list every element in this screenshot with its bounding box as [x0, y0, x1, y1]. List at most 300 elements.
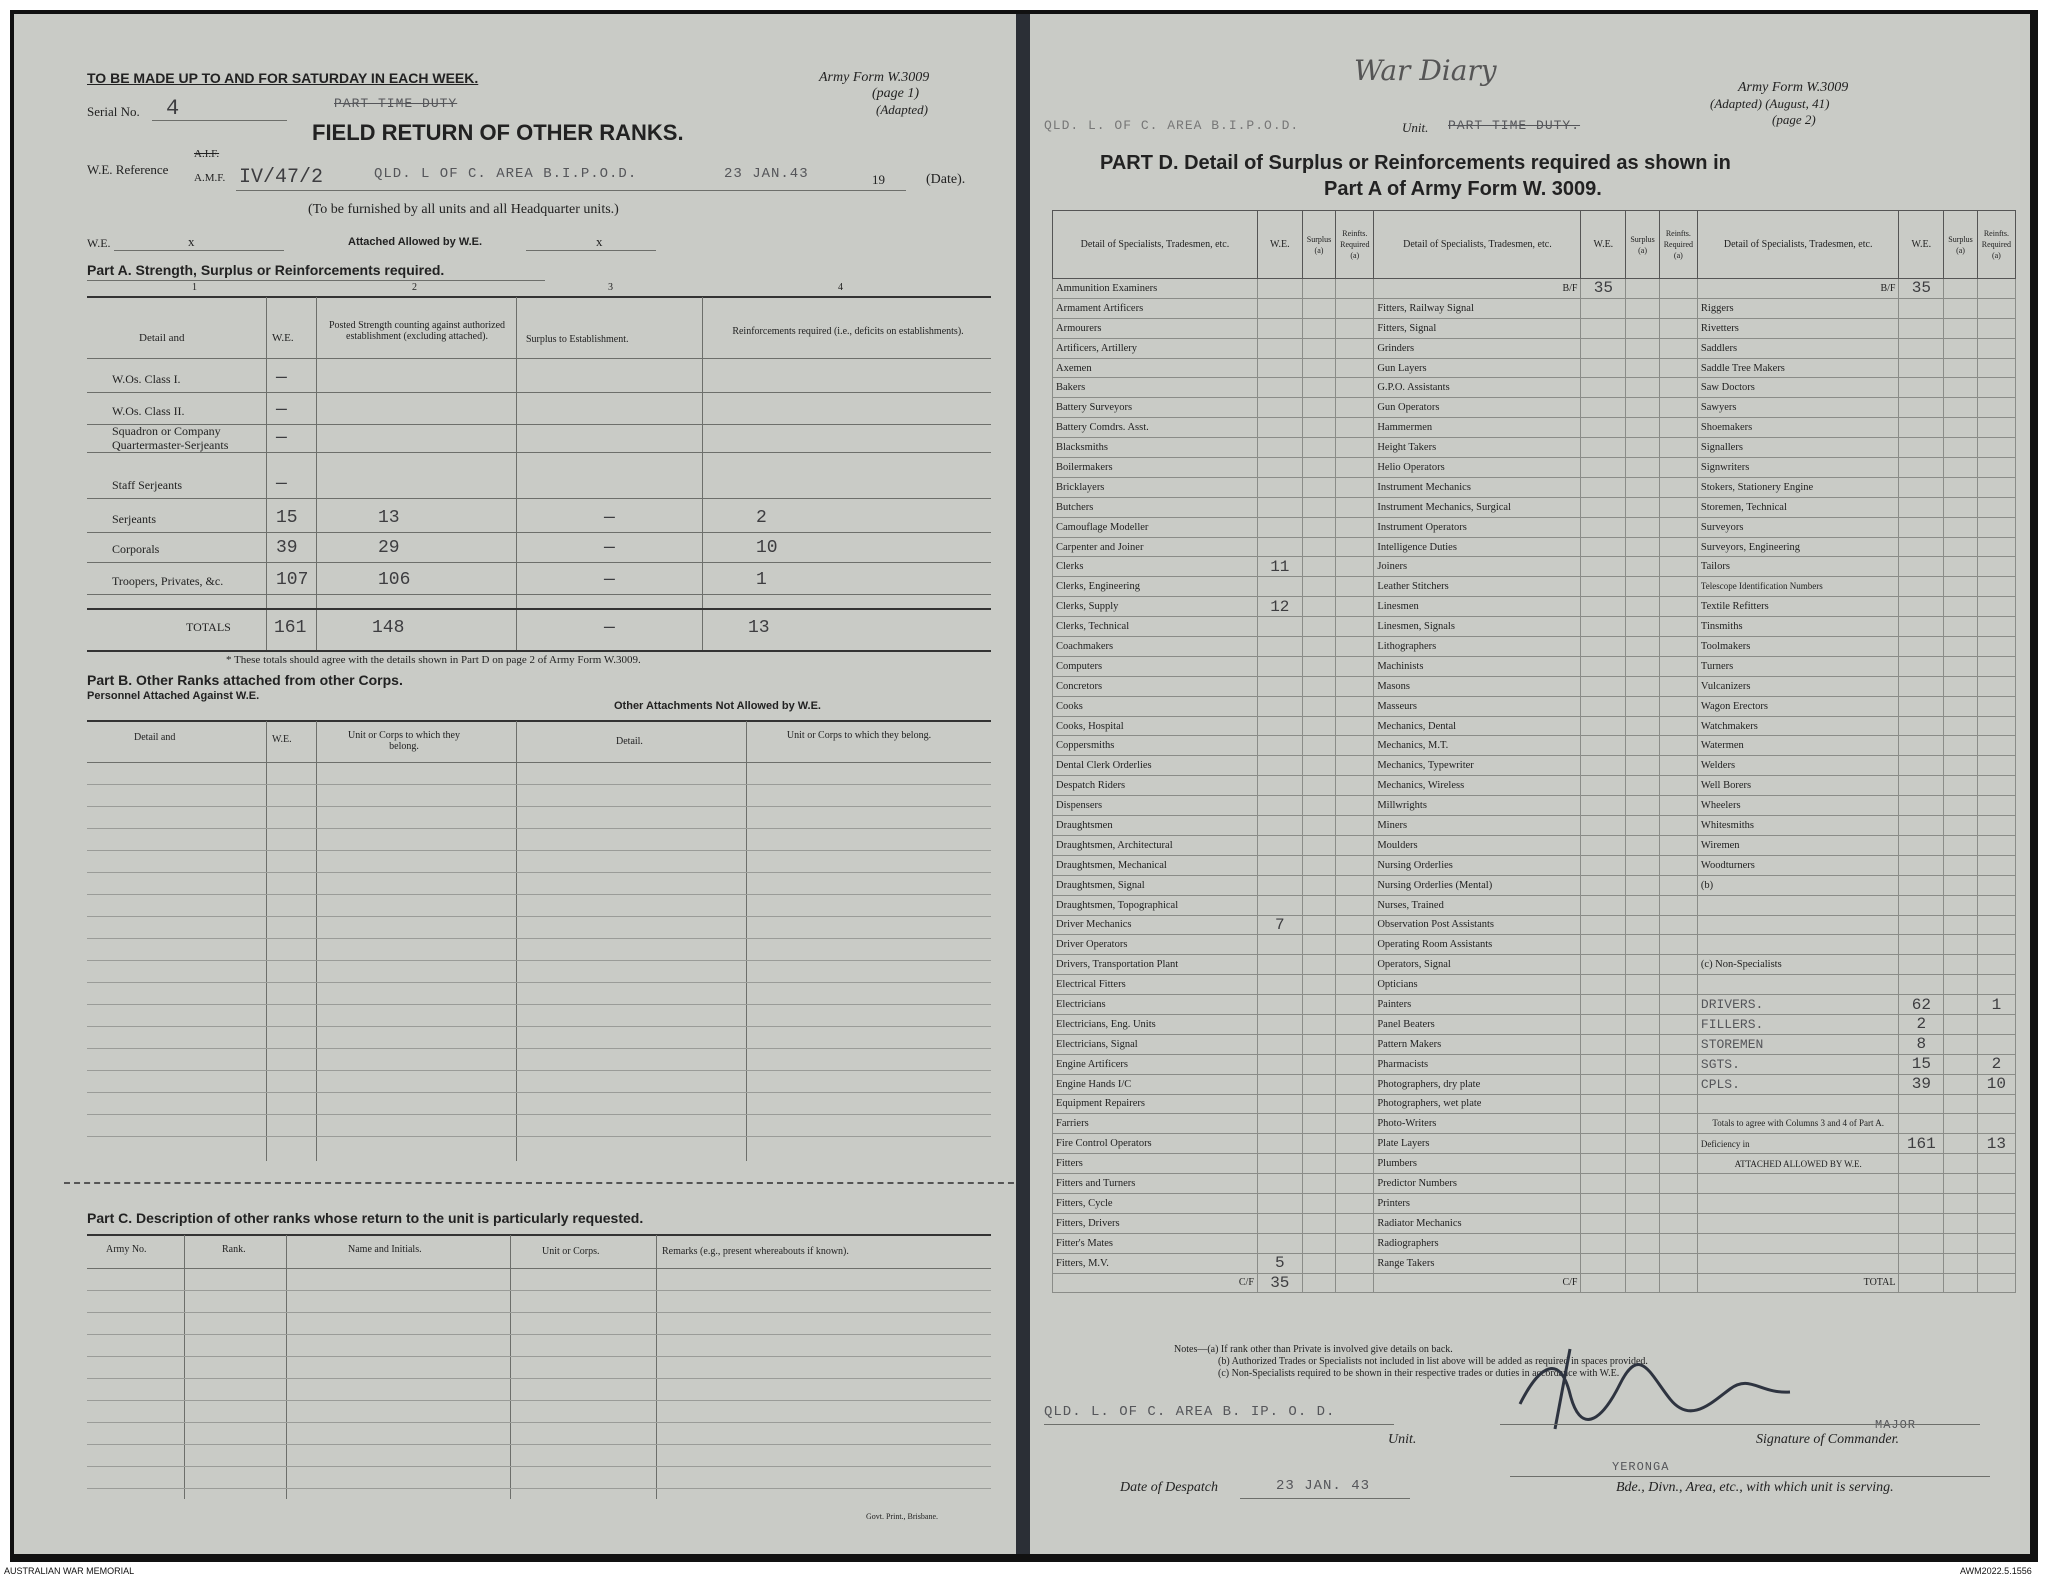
trade-we — [1581, 1253, 1626, 1273]
part-b-row-rule — [87, 828, 991, 829]
part-b-col-sep — [516, 721, 517, 1161]
trade-surplus — [1302, 338, 1336, 358]
carried-forward-label: C/F — [1053, 1273, 1258, 1293]
trade-surplus — [1944, 875, 1978, 895]
trade-label: Blacksmiths — [1053, 438, 1258, 458]
trade-label: Masons — [1374, 676, 1581, 696]
part-d-row — [1053, 418, 2016, 438]
trade-reinforcements — [1659, 517, 1697, 537]
trade-reinforcements — [1336, 656, 1374, 676]
part-d-row — [1053, 557, 2016, 577]
part-d-row — [1053, 835, 2016, 855]
trade-label: Battery Surveyors — [1053, 398, 1258, 418]
trade-label: Watermen — [1697, 736, 1899, 756]
trade-surplus — [1302, 617, 1336, 637]
trade-we — [1899, 557, 1944, 577]
trade-reinforcements — [1659, 796, 1697, 816]
trade-label — [1697, 895, 1899, 915]
trade-we — [1257, 1034, 1302, 1054]
trade-surplus — [1626, 1134, 1660, 1154]
trade-label: Clerks, Supply — [1053, 597, 1258, 617]
trade-we — [1899, 497, 1944, 517]
trade-surplus — [1944, 338, 1978, 358]
trade-label: Butchers — [1053, 497, 1258, 517]
trade-surplus — [1302, 418, 1336, 438]
totals-reinforcements: 13 — [1977, 1134, 2015, 1154]
trade-surplus — [1944, 298, 1978, 318]
header-we-col3: W.E. — [1899, 211, 1944, 279]
trade-label: Instrument Mechanics — [1374, 477, 1581, 497]
trade-surplus — [1626, 438, 1660, 458]
trade-reinforcements — [1659, 497, 1697, 517]
trade-label: Machinists — [1374, 656, 1581, 676]
trade-we: 7 — [1257, 915, 1302, 935]
trade-surplus — [1302, 298, 1336, 318]
trade-surplus — [1626, 517, 1660, 537]
trade-we — [1581, 756, 1626, 776]
trade-surplus — [1626, 895, 1660, 915]
trade-reinforcements — [1977, 477, 2015, 497]
trade-reinforcements — [1659, 1193, 1697, 1213]
trade-surplus — [1944, 1253, 1978, 1273]
trade-label: Camouflage Modeller — [1053, 517, 1258, 537]
part-a-bottom-rule — [87, 650, 991, 652]
trade-we — [1581, 656, 1626, 676]
trade-reinforcements — [1659, 358, 1697, 378]
part-d-row — [1053, 298, 2016, 318]
formation-label: Bde., Divn., Area, etc., with which unit is serving. — [1616, 1480, 1894, 1495]
rank-label: Serjeants — [112, 512, 156, 526]
trade-surplus — [1944, 776, 1978, 796]
rank-we: 39 — [276, 538, 298, 558]
trade-surplus — [1302, 676, 1336, 696]
trade-reinforcements — [1659, 1094, 1697, 1114]
trade-label: Nursing Orderlies (Mental) — [1374, 875, 1581, 895]
part-d-row — [1053, 637, 2016, 657]
part-d-row — [1053, 716, 2016, 736]
trade-surplus — [1302, 1134, 1336, 1154]
trade-reinforcements — [1336, 776, 1374, 796]
trade-surplus — [1302, 1014, 1336, 1034]
serial-line — [152, 120, 287, 121]
trade-we — [1899, 1154, 1944, 1174]
trade-label: Instrument Mechanics, Surgical — [1374, 497, 1581, 517]
trade-label: Range Takers — [1374, 1253, 1581, 1273]
part-d-row — [1053, 1134, 2016, 1154]
part-c-row-rule — [87, 1422, 991, 1423]
rank-posted: 29 — [378, 538, 400, 558]
trade-we — [1257, 696, 1302, 716]
trade-reinforcements — [1336, 1213, 1374, 1233]
trade-reinforcements — [1977, 637, 2015, 657]
trade-label: Draughtsmen, Topographical — [1053, 895, 1258, 915]
trade-we — [1581, 835, 1626, 855]
trade-reinforcements — [1336, 477, 1374, 497]
row-rule — [87, 562, 991, 563]
trade-surplus — [1302, 398, 1336, 418]
carried-forward-value: 35 — [1257, 1273, 1302, 1293]
part-d-row — [1053, 895, 2016, 915]
trade-reinforcements — [1336, 796, 1374, 816]
rank-reinforcements: 1 — [756, 570, 767, 590]
trade-reinforcements — [1336, 676, 1374, 696]
trade-surplus — [1626, 676, 1660, 696]
trade-surplus — [1626, 1193, 1660, 1213]
bottom-unit-stamp: QLD. L. OF C. AREA B. IP. O. D. — [1044, 1404, 1336, 1420]
trade-we — [1257, 935, 1302, 955]
rank-reinforcements: 10 — [756, 538, 778, 558]
trade-we — [1581, 398, 1626, 418]
trade-reinforcements — [1659, 1154, 1697, 1174]
trade-reinforcements — [1659, 1074, 1697, 1094]
trade-reinforcements — [1659, 1233, 1697, 1253]
part-d-row — [1053, 1094, 2016, 1114]
rank-label: W.Os. Class II. — [112, 404, 185, 418]
trade-we — [1257, 617, 1302, 637]
trade-surplus — [1944, 835, 1978, 855]
trade-reinforcements — [1336, 517, 1374, 537]
trade-surplus — [1302, 995, 1336, 1015]
trade-label: Signallers — [1697, 438, 1899, 458]
trade-surplus — [1944, 796, 1978, 816]
trade-label: Millwrights — [1374, 796, 1581, 816]
part-b-row-rule — [87, 1136, 991, 1137]
trade-surplus — [1626, 557, 1660, 577]
trade-surplus — [1626, 955, 1660, 975]
rank-reinforcements: 2 — [756, 508, 767, 528]
deficiency-label: Deficiency in — [1697, 1134, 1899, 1154]
trade-reinforcements — [1336, 1174, 1374, 1194]
part-b-row-rule — [87, 1048, 991, 1049]
part-d-row — [1053, 776, 2016, 796]
trade-we — [1899, 835, 1944, 855]
trade-reinforcements — [1336, 955, 1374, 975]
page2-unit-label: Unit. — [1402, 120, 1429, 135]
trade-label: Pattern Makers — [1374, 1034, 1581, 1054]
trade-surplus — [1944, 1233, 1978, 1253]
weekly-instruction: TO BE MADE UP TO AND FOR SATURDAY IN EACH WEEK. — [87, 70, 479, 86]
part-b-col-sep — [316, 721, 317, 1161]
trade-surplus — [1944, 537, 1978, 557]
part-d-row — [1053, 358, 2016, 378]
trade-reinforcements — [1977, 1213, 2015, 1233]
form-title: FIELD RETURN OF OTHER RANKS. — [312, 120, 684, 145]
trade-reinforcements — [1659, 955, 1697, 975]
trade-surplus — [1626, 1034, 1660, 1054]
trade-label: Height Takers — [1374, 438, 1581, 458]
trade-label — [1697, 975, 1899, 995]
formation-stamp: YERONGA — [1612, 1460, 1670, 1474]
trade-we: 11 — [1257, 557, 1302, 577]
trade-label: Operating Room Assistants — [1374, 935, 1581, 955]
trade-label: Wagon Erectors — [1697, 696, 1899, 716]
signature-label: Signature of Commander. — [1756, 1432, 1899, 1447]
trade-label — [1697, 1253, 1899, 1273]
part-c-header-rule — [87, 1268, 991, 1269]
trade-reinforcements — [1336, 497, 1374, 517]
trade-label: Painters — [1374, 995, 1581, 1015]
trade-surplus — [1302, 318, 1336, 338]
trade-reinforcements — [1659, 1014, 1697, 1034]
header-reinforcements: Reinforcements required (i.e., deficits on establishments). — [732, 326, 964, 337]
trade-surplus — [1302, 816, 1336, 836]
trade-we — [1899, 477, 1944, 497]
part-d-row — [1053, 338, 2016, 358]
part-c-row-rule — [87, 1312, 991, 1313]
page-number-label: (page 1) — [872, 86, 920, 101]
trade-reinforcements — [1336, 895, 1374, 915]
trade-label: Opticians — [1374, 975, 1581, 995]
part-c-row-rule — [87, 1488, 991, 1489]
trade-reinforcements — [1336, 915, 1374, 935]
trade-reinforcements — [1659, 1273, 1697, 1293]
trade-we — [1581, 497, 1626, 517]
trade-we — [1899, 1253, 1944, 1273]
trade-surplus — [1302, 1174, 1336, 1194]
trade-reinforcements — [1336, 338, 1374, 358]
footer-right: AWM2022.5.1556 — [1960, 1566, 2032, 1576]
trade-surplus — [1302, 1193, 1336, 1213]
form-page-1 — [14, 14, 1016, 1554]
date-stamp: 23 JAN.43 — [724, 166, 809, 182]
trade-label: Riggers — [1697, 298, 1899, 318]
aif-label: A.I.F. — [194, 148, 220, 160]
trade-reinforcements — [1659, 1253, 1697, 1273]
trade-we — [1899, 1114, 1944, 1134]
carried-forward-label: C/F — [1374, 1273, 1581, 1293]
trade-label: Tailors — [1697, 557, 1899, 577]
trade-surplus — [1626, 1174, 1660, 1194]
part-b-sub-right: Other Attachments Not Allowed by W.E. — [614, 700, 821, 712]
trade-surplus — [1302, 1233, 1336, 1253]
trade-surplus — [1944, 1134, 1978, 1154]
part-b-row-rule — [87, 1026, 991, 1027]
trade-surplus — [1302, 577, 1336, 597]
trade-label: Surveyors — [1697, 517, 1899, 537]
trade-we — [1899, 756, 1944, 776]
trade-reinforcements — [1977, 537, 2015, 557]
commander-signature — [1500, 1344, 1800, 1434]
trade-we — [1581, 935, 1626, 955]
trade-label: Vulcanizers — [1697, 676, 1899, 696]
trade-surplus — [1944, 458, 1978, 478]
part-c-header-remarks: Remarks (e.g., present whereabouts if known). — [662, 1246, 849, 1257]
trade-label: Photo-Writers — [1374, 1114, 1581, 1134]
trade-reinforcements — [1336, 995, 1374, 1015]
trade-we — [1899, 1273, 1944, 1293]
trade-label: Sawyers — [1697, 398, 1899, 418]
trade-we — [1257, 756, 1302, 776]
non-specialist-reinforcements — [1977, 1014, 2015, 1034]
trade-label: Electricians, Signal — [1053, 1034, 1258, 1054]
trade-surplus — [1302, 477, 1336, 497]
trade-label: Masseurs — [1374, 696, 1581, 716]
trade-we — [1257, 358, 1302, 378]
brought-forward-value: 35 — [1581, 279, 1626, 299]
trade-reinforcements — [1336, 1074, 1374, 1094]
trade-surplus — [1944, 1154, 1978, 1174]
trade-label: Boilermakers — [1053, 458, 1258, 478]
trade-surplus — [1302, 458, 1336, 478]
trade-reinforcements — [1336, 318, 1374, 338]
trade-surplus — [1944, 816, 1978, 836]
trade-we — [1899, 895, 1944, 915]
trade-reinforcements — [1336, 358, 1374, 378]
adapted-label: (Adapted) — [876, 102, 928, 117]
trade-reinforcements — [1336, 577, 1374, 597]
trade-label: Despatch Riders — [1053, 776, 1258, 796]
part-c-col-sep — [184, 1235, 185, 1499]
header-detail-col3: Detail of Specialists, Tradesmen, etc. — [1697, 211, 1899, 279]
trade-label: Coachmakers — [1053, 637, 1258, 657]
trade-label: Stokers, Stationery Engine — [1697, 477, 1899, 497]
part-b-row-rule — [87, 1092, 991, 1093]
attached-allowed-label: ATTACHED ALLOWED BY W.E. — [1697, 1154, 1899, 1174]
trade-reinforcements — [1977, 597, 2015, 617]
trade-surplus — [1626, 796, 1660, 816]
trade-label: Farriers — [1053, 1114, 1258, 1134]
trade-we — [1257, 816, 1302, 836]
note-a: Notes—(a) If rank other than Private is involved give details on back. — [1174, 1344, 1453, 1355]
part-b-header-we: W.E. — [272, 734, 292, 745]
trade-surplus — [1302, 1273, 1336, 1293]
header-reinf-col1: Reinfts. Required (a) — [1336, 211, 1374, 279]
part-d-row — [1053, 378, 2016, 398]
trade-we — [1899, 438, 1944, 458]
rank-label: Squadron or Company Quartermaster-Serjeants — [112, 424, 229, 452]
part-a-col-sep — [266, 297, 267, 650]
part-d-row — [1053, 1213, 2016, 1233]
non-specialist-label: SGTS. — [1697, 1054, 1899, 1074]
trade-we — [1581, 358, 1626, 378]
trade-surplus — [1626, 477, 1660, 497]
trade-we — [1257, 955, 1302, 975]
trade-surplus — [1944, 1273, 1978, 1293]
non-specialists-label: (c) Non-Specialists — [1697, 955, 1899, 975]
header-surplus-col3: Surplus (a) — [1944, 211, 1978, 279]
trade-we — [1581, 855, 1626, 875]
trade-reinforcements — [1977, 1174, 2015, 1194]
trade-label: Grinders — [1374, 338, 1581, 358]
trade-label: Textile Refitters — [1697, 597, 1899, 617]
trade-reinforcements — [1336, 835, 1374, 855]
part-b-row-rule — [87, 1004, 991, 1005]
trade-reinforcements — [1977, 716, 2015, 736]
trade-label: Hammermen — [1374, 418, 1581, 438]
trade-reinforcements — [1659, 279, 1697, 299]
trade-we — [1257, 995, 1302, 1015]
trade-we — [1899, 1213, 1944, 1233]
rank-we: — — [276, 400, 287, 420]
trade-label: Watchmakers — [1697, 716, 1899, 736]
trade-label: Miners — [1374, 816, 1581, 836]
trade-surplus — [1626, 497, 1660, 517]
trade-reinforcements — [1659, 637, 1697, 657]
part-d-row — [1053, 537, 2016, 557]
trade-we — [1899, 955, 1944, 975]
trade-we — [1257, 497, 1302, 517]
trade-label: Mechanics, Wireless — [1374, 776, 1581, 796]
trade-surplus — [1626, 756, 1660, 776]
brought-forward-label: B/F — [1697, 279, 1899, 299]
trade-surplus — [1626, 597, 1660, 617]
trade-surplus — [1944, 935, 1978, 955]
trade-surplus — [1944, 617, 1978, 637]
trade-surplus — [1626, 835, 1660, 855]
header-surplus: Surplus to Establishment. — [526, 334, 629, 345]
trade-we: 12 — [1257, 597, 1302, 617]
date-label: (Date). — [926, 172, 966, 187]
trade-label: Radiator Mechanics — [1374, 1213, 1581, 1233]
trade-surplus — [1302, 835, 1336, 855]
trade-surplus — [1302, 279, 1336, 299]
trade-we — [1899, 1174, 1944, 1194]
trade-we — [1257, 776, 1302, 796]
we-mark: x — [188, 234, 195, 249]
part-b-row-rule — [87, 806, 991, 807]
trade-label: Fitters, M.V. — [1053, 1253, 1258, 1273]
trade-surplus — [1626, 915, 1660, 935]
part-c-row-rule — [87, 1444, 991, 1445]
trade-reinforcements — [1659, 298, 1697, 318]
trade-surplus — [1626, 736, 1660, 756]
trade-surplus — [1944, 895, 1978, 915]
page-gutter — [1016, 14, 1030, 1554]
trade-surplus — [1944, 637, 1978, 657]
trade-label: Rivetters — [1697, 318, 1899, 338]
furnished-note: (To be furnished by all units and all Headquarter units.) — [308, 202, 619, 217]
trade-reinforcements — [1977, 378, 2015, 398]
trade-reinforcements — [1977, 557, 2015, 577]
part-c-col-sep — [510, 1235, 511, 1499]
header-detail-col2: Detail of Specialists, Tradesmen, etc. — [1374, 211, 1581, 279]
part-d-row — [1053, 736, 2016, 756]
trade-surplus — [1302, 935, 1336, 955]
trade-reinforcements — [1336, 1094, 1374, 1114]
trade-reinforcements — [1659, 875, 1697, 895]
trade-we — [1257, 318, 1302, 338]
trade-surplus — [1626, 378, 1660, 398]
trade-label: Storemen, Technical — [1697, 497, 1899, 517]
trade-label: Electricians, Eng. Units — [1053, 1014, 1258, 1034]
trade-surplus — [1626, 716, 1660, 736]
trade-reinforcements — [1977, 279, 2015, 299]
trade-we — [1581, 1114, 1626, 1134]
trade-we — [1257, 1054, 1302, 1074]
part-d-row — [1053, 875, 2016, 895]
formation-line — [1510, 1476, 1990, 1477]
trade-label: Electricians — [1053, 995, 1258, 1015]
trade-surplus — [1302, 875, 1336, 895]
trade-label: Moulders — [1374, 835, 1581, 855]
trade-reinforcements — [1977, 835, 2015, 855]
row-rule — [87, 392, 991, 393]
trade-surplus — [1944, 497, 1978, 517]
rank-posted: 106 — [378, 570, 411, 590]
trade-we — [1899, 1193, 1944, 1213]
trade-reinforcements — [1659, 656, 1697, 676]
part-b-row-rule — [87, 1070, 991, 1071]
trade-we — [1257, 438, 1302, 458]
trade-surplus — [1626, 398, 1660, 418]
part-b-row-rule — [87, 784, 991, 785]
trade-surplus — [1302, 756, 1336, 776]
part-a-title: Part A. Strength, Surplus or Reinforcements required. — [87, 262, 445, 278]
trade-surplus — [1302, 1034, 1336, 1054]
trade-reinforcements — [1336, 279, 1374, 299]
part-c-row-rule — [87, 1378, 991, 1379]
page2-unit-stamp: QLD. L. OF C. AREA B.I.P.O.D. — [1044, 118, 1300, 133]
